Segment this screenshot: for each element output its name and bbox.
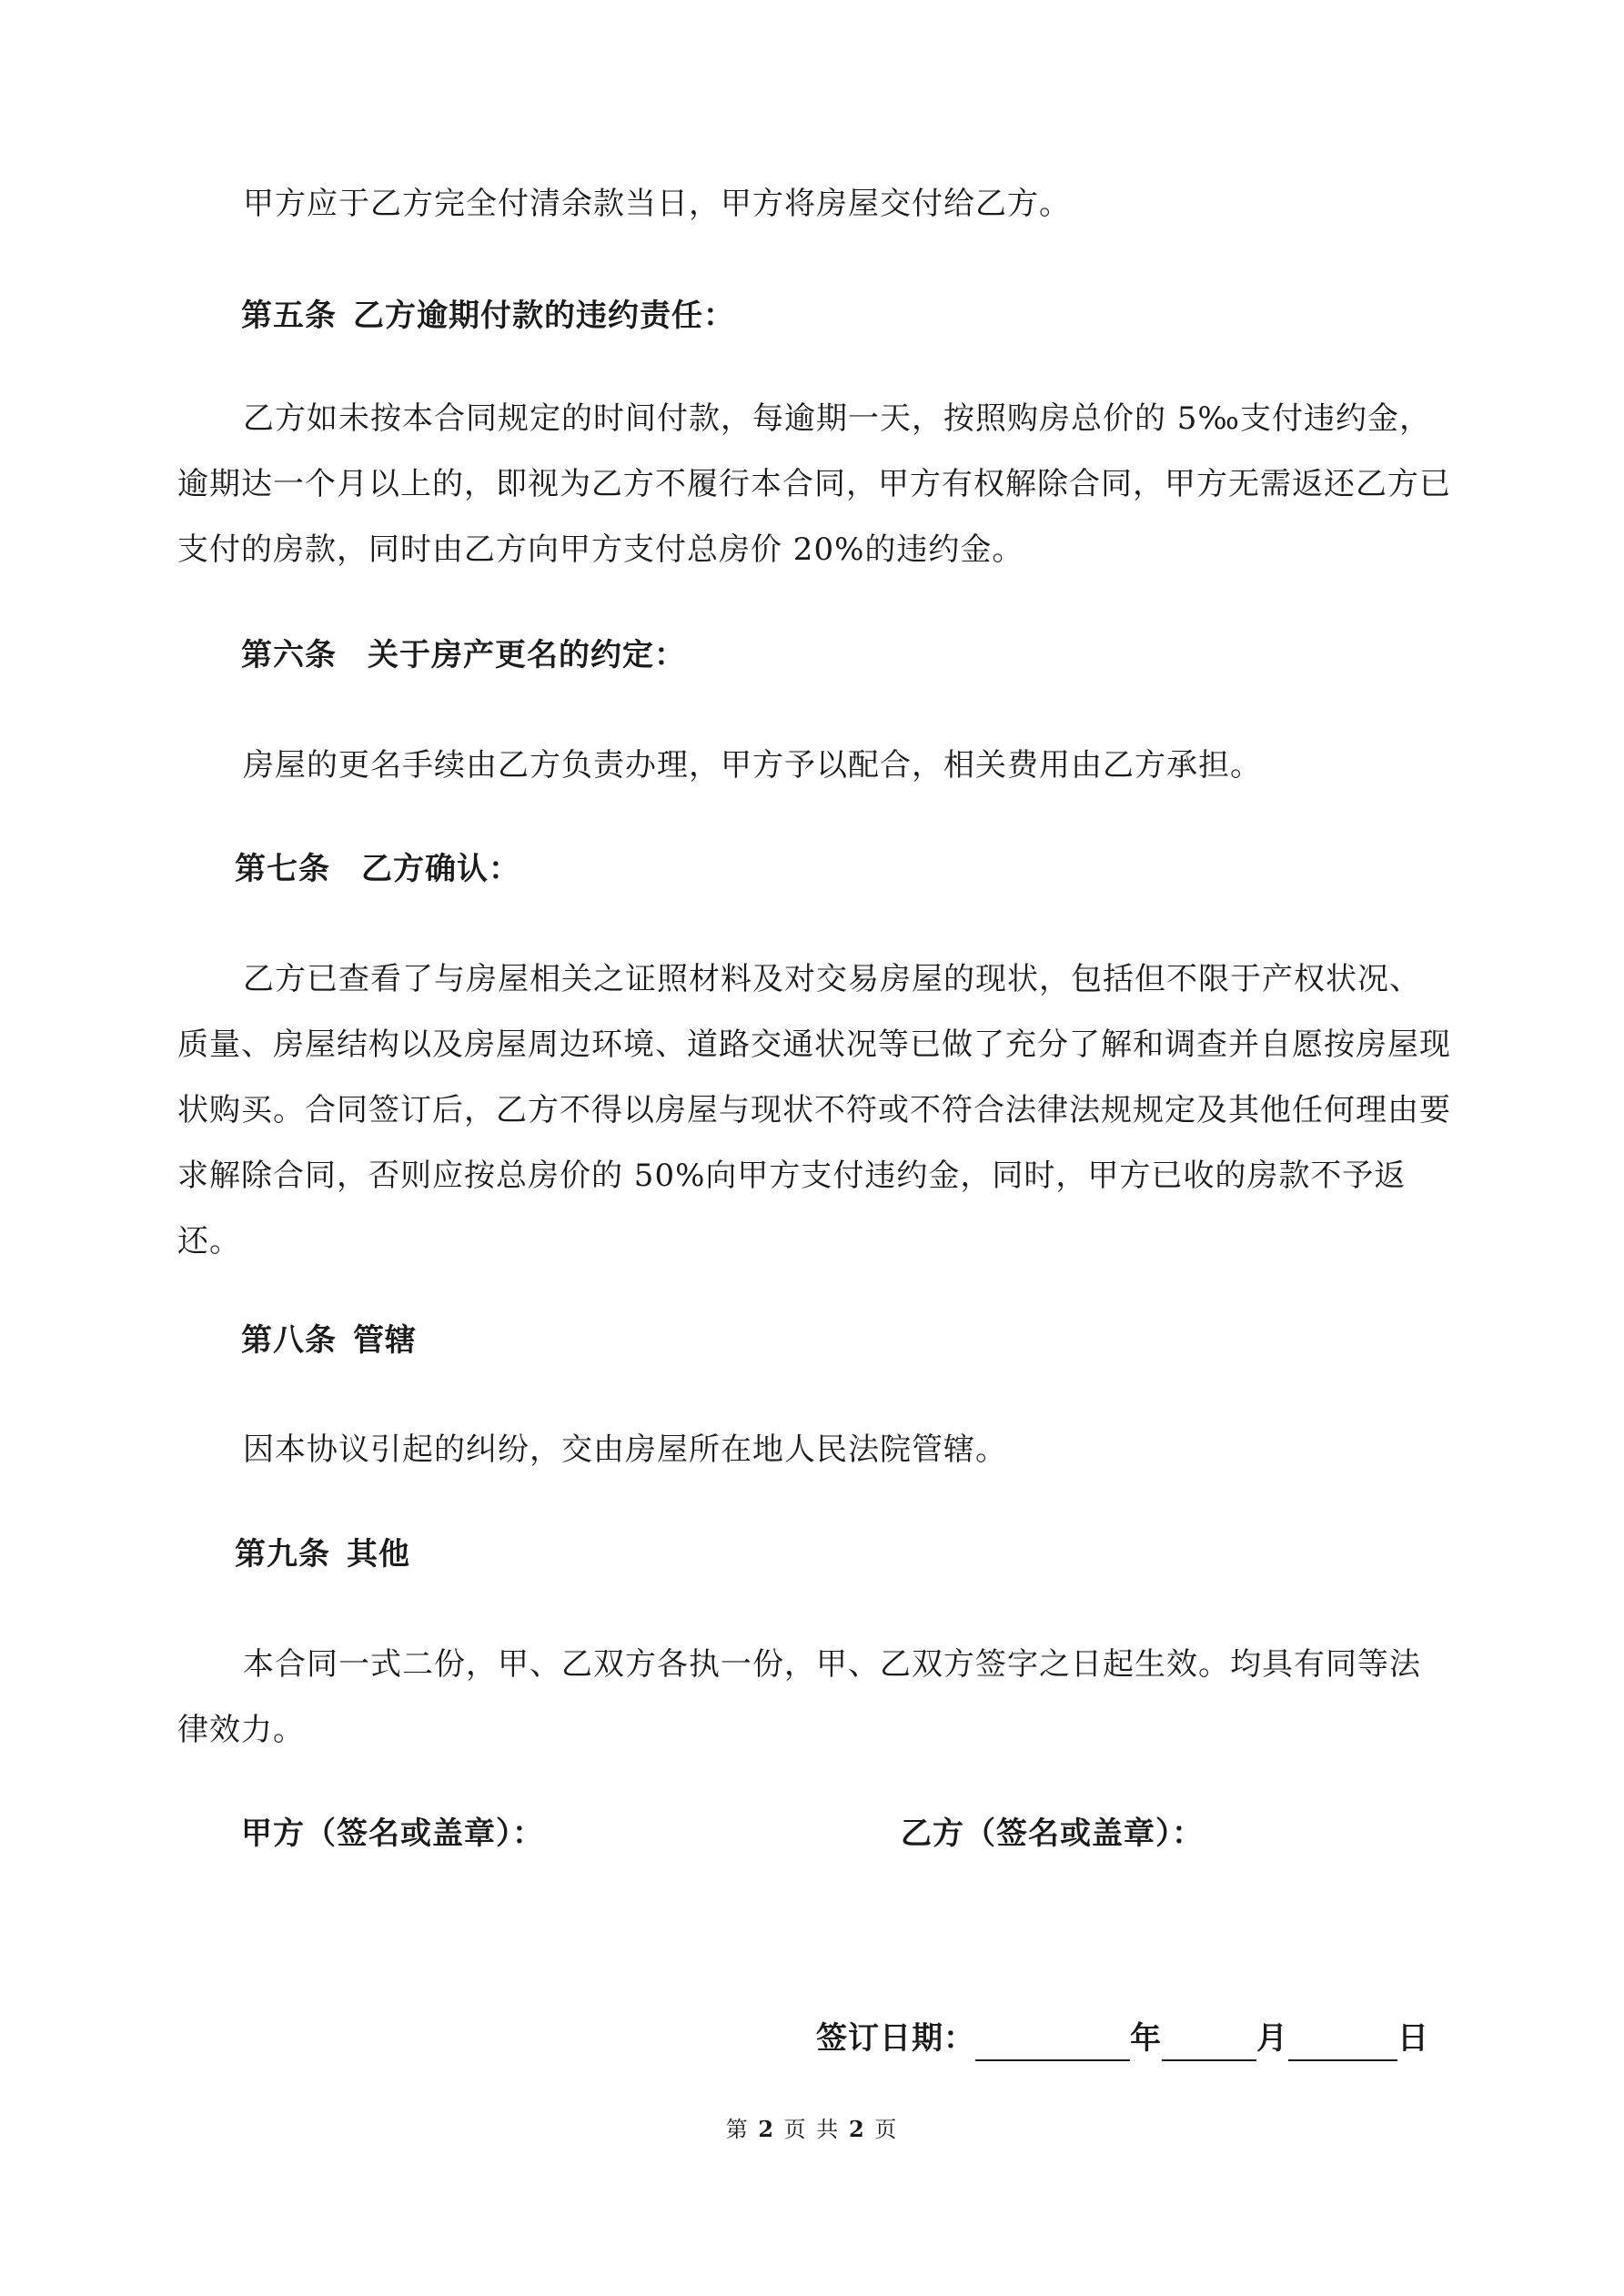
current-page-number: 2	[758, 2116, 776, 2142]
heading-article-5	[241, 293, 735, 339]
article-number: 第七条	[235, 851, 330, 887]
paragraph-article-9: 本合同一式二份，甲、乙双方各执一份，甲、乙双方签字之日起生效。均具有同等法律效力。	[177, 1646, 1421, 1748]
heading-article-8	[241, 1318, 417, 1363]
heading-article-7	[235, 846, 520, 892]
day-label: 日	[1397, 2020, 1429, 2057]
article-title: 乙方确认：	[361, 851, 520, 887]
party-a-signature-label: 甲方（签名或盖章）：	[241, 1816, 544, 1852]
paragraph-delivery: 甲方应于乙方完全付清余款当日，甲方将房屋交付给乙方。	[243, 186, 1071, 222]
footer-middle: 页 共	[783, 2117, 841, 2142]
footer-suffix: 页	[874, 2117, 899, 2142]
article-title: 管辖	[353, 1322, 417, 1359]
article-title: 乙方逾期付款的违约责任：	[353, 298, 735, 334]
year-label: 年	[1130, 2020, 1162, 2057]
paragraph-article-6: 房屋的更名手续由乙方负责办理，甲方予以配合，相关费用由乙方承担。	[243, 747, 1262, 784]
page-footer	[0, 2111, 1624, 2148]
article-number: 第八条	[241, 1322, 337, 1359]
heading-article-9	[235, 1532, 410, 1577]
paragraph-article-7: 乙方已查看了与房屋相关之证照材料及对交易房屋的现状，包括但不限于产权状况、质量、房屋结构以及房屋周边环境、道路交通状况等已做了充分了解和调查并自愿按房屋现状购买。合同签订后，乙方不得以房屋与现状不符或不符合法律法规规定及其他任何理由要求解除合同，否则应按总房价的 50%向甲方支付违约金，同时，甲方已收的房款不予返还。	[177, 961, 1451, 1259]
heading-article-6	[241, 632, 686, 678]
article-title: 关于房产更名的约定：	[368, 637, 686, 673]
paragraph-article-8: 因本协议引起的纠纷，交由房屋所在地人民法院管辖。	[243, 1431, 1007, 1468]
month-blank	[1162, 2023, 1256, 2061]
month-label: 月	[1256, 2020, 1288, 2057]
article-number: 第五条	[241, 298, 337, 334]
footer-prefix: 第	[725, 2117, 750, 2142]
signing-date-label: 签订日期：	[816, 2020, 975, 2057]
article-number: 第六条	[241, 637, 337, 673]
article-title: 其他	[347, 1536, 410, 1573]
total-page-number: 2	[848, 2116, 866, 2142]
party-b-signature-label: 乙方（签名或盖章）：	[901, 1816, 1204, 1852]
day-blank	[1288, 2023, 1397, 2061]
signing-date-row	[816, 2016, 1429, 2061]
paragraph-article-5: 乙方如未按本合同规定的时间付款，每逾期一天，按照购房总价的 5‰支付违约金，逾期达一个月以上的，即视为乙方不履行本合同，甲方有权解除合同，甲方无需返还乙方已支付的房款，同时由乙方向甲方支付总房价 20%的违约金。	[177, 400, 1451, 568]
year-blank	[975, 2023, 1130, 2061]
article-number: 第九条	[235, 1536, 330, 1573]
